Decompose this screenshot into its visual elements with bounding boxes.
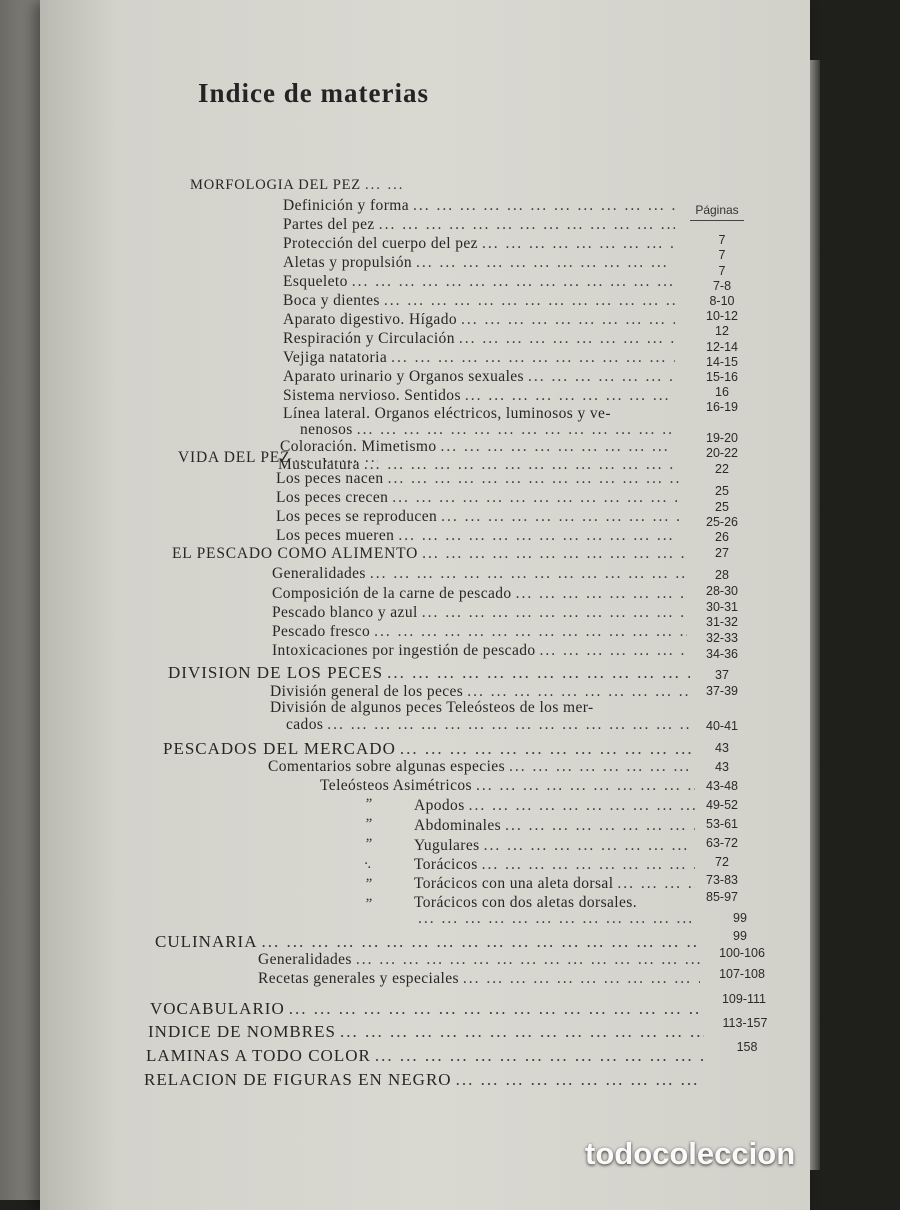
leader-dots (412, 254, 675, 272)
section-label: EL PESCADO COMO ALIMENTO (172, 545, 419, 562)
page-number: 20-22 (706, 446, 738, 460)
toc-item-label: Partes del pez (283, 216, 375, 233)
section-vocabulario (150, 999, 702, 1021)
page-number: 19-20 (706, 431, 738, 445)
leader-dots (465, 797, 695, 815)
page-number: 34-36 (706, 647, 738, 661)
section-relacion (144, 1070, 704, 1092)
toc-item-label: Pescado blanco y azul (272, 604, 418, 621)
toc-item-label: Abdominales (414, 817, 502, 834)
page-number: 43 (715, 741, 729, 755)
section-label: RELACION DE FIGURAS EN NEGRO (144, 1070, 452, 1089)
toc-item-label: Vejiga natatoria (283, 349, 388, 366)
page-number: 16-19 (706, 400, 738, 414)
leader-dots (348, 273, 675, 291)
toc-item-label: Sistema nervioso. Sentidos (283, 387, 461, 404)
ditto-mark: ·. (364, 856, 372, 872)
leader-dots (459, 970, 700, 988)
leader-dots (336, 1022, 704, 1042)
page-number: 113-157 (722, 1016, 768, 1030)
toc-item-label: Yugulares (414, 837, 480, 854)
leader-dots (285, 999, 702, 1019)
leader-dots (396, 739, 695, 759)
toc-item-label: cados (286, 716, 324, 733)
page-number: 37 (715, 668, 729, 682)
leader-dots (323, 716, 690, 734)
leader-dots (505, 758, 695, 776)
section-laminas (146, 1046, 706, 1068)
toc-item-label: Esqueleto (283, 273, 348, 290)
page-number: 72 (715, 855, 729, 869)
leader-dots (352, 951, 700, 969)
toc-item-label: Musculatura (278, 456, 360, 473)
page-number: 43-48 (706, 779, 738, 793)
page-number: 107-108 (719, 967, 765, 981)
toc-item-label: Comentarios sobre algunas especies (268, 758, 505, 775)
toc-item (320, 777, 695, 799)
page-number: 53-61 (706, 817, 738, 831)
page-number: 85-97 (706, 890, 738, 904)
leader-dots (258, 932, 701, 952)
leader-dots (501, 817, 695, 835)
leader-dots (383, 663, 690, 683)
toc-item-label: Respiración y Circulación (283, 330, 455, 347)
leader-dots (452, 1070, 704, 1090)
toc-item (414, 817, 695, 839)
page-number: 73-83 (706, 873, 738, 887)
toc-item-label: Protección del cuerpo del pez (283, 235, 478, 252)
toc-item-label: Torácicos (414, 856, 478, 873)
page-number: 12-14 (706, 340, 738, 354)
section-label: INDICE DE NOMBRES (148, 1022, 336, 1041)
page-number: 158 (736, 1040, 758, 1054)
leader-dots (290, 449, 378, 467)
page-number: 109-111 (721, 992, 767, 1006)
page-number: 26 (715, 530, 729, 544)
toc-item-label: Generalidades (272, 565, 366, 582)
page-number: 100-106 (719, 946, 765, 960)
section-alimento (172, 545, 687, 567)
section-label: DIVISION DE LOS PECES (168, 663, 384, 682)
toc-item-label: Los peces crecen (276, 489, 389, 506)
section-division (168, 663, 690, 685)
page-number: 8-10 (709, 294, 735, 308)
toc-item (272, 565, 687, 587)
toc-item-label: Definición y forma (283, 197, 409, 214)
leader-dots (361, 177, 410, 194)
page-title: Indice de materias (198, 78, 429, 108)
toc-item-label: Los peces se reproducen (276, 508, 438, 525)
page-number: 28 (715, 568, 729, 582)
toc-item-label: Apodos (414, 797, 465, 814)
page-number: 7 (718, 233, 726, 247)
section-vida (178, 449, 378, 471)
toc-item-label: Boca y dientes (283, 292, 380, 309)
leader-dots (370, 623, 687, 641)
leader-dots (478, 856, 695, 874)
leader-dots (387, 349, 675, 367)
leader-dots (480, 837, 695, 855)
page-number: 7-8 (712, 279, 732, 293)
ditto-mark: ” (364, 836, 373, 852)
page-number: 37-39 (706, 684, 738, 698)
leader-dots (409, 197, 675, 215)
page-number: 12 (715, 324, 729, 338)
toc-item-label: Torácicos con una aleta dorsal (414, 875, 614, 892)
leader-dots (380, 292, 675, 310)
page-number: 25 (715, 484, 729, 498)
page-number: 63-72 (706, 836, 738, 850)
page-number: 31-32 (706, 615, 738, 629)
section-label: VIDA DEL PEZ (178, 449, 291, 466)
leader-dots (353, 421, 675, 439)
page-number: 99 (733, 929, 747, 943)
toc-item (258, 970, 700, 992)
ditto-mark: ” (364, 816, 373, 832)
page-number: 14-15 (706, 355, 738, 369)
leader-dots (375, 216, 675, 234)
leader-dots (461, 387, 675, 405)
toc-item-label: Aparato urinario y Organos sexuales (283, 368, 524, 385)
page-number: 28-30 (706, 584, 738, 598)
toc-item-label: Coloración. Mimetismo (280, 438, 437, 455)
section-label: LAMINAS A TODO COLOR (146, 1046, 371, 1065)
toc-item-label: Intoxicaciones por ingestión de pescado (272, 642, 536, 659)
toc-item-label: Teleósteos Asimétricos (320, 777, 472, 794)
page-number: 22 (715, 462, 729, 476)
ditto-mark: ” (364, 796, 373, 812)
page-number: 30-31 (706, 600, 738, 614)
pages-column-header: Páginas (690, 203, 744, 221)
toc-item-label: Recetas generales y especiales (258, 970, 459, 987)
page-number: 25-26 (706, 515, 738, 529)
section-indice (148, 1022, 704, 1044)
toc-item (272, 642, 687, 664)
page-number: 32-33 (706, 631, 738, 645)
leader-dots (478, 235, 675, 253)
page-number: 27 (715, 546, 729, 560)
toc-item-label: Los peces nacen (276, 470, 384, 487)
leader-dots (384, 470, 680, 488)
page-number: 7 (718, 248, 726, 262)
leader-dots (418, 604, 687, 622)
toc-item-label: Composición de la carne de pescado (272, 585, 512, 602)
page-number: 7 (718, 264, 726, 278)
section-label: MORFOLOGIA DEL PEZ (190, 177, 361, 193)
ditto-mark: ” (364, 896, 373, 912)
leader-dots (455, 330, 675, 348)
section-label: CULINARIA (155, 932, 258, 951)
toc-item (286, 716, 690, 738)
leader-dots (472, 777, 695, 795)
section-morfologia (190, 177, 410, 199)
page-number: 15-16 (706, 370, 738, 384)
ditto-mark: ” (364, 876, 373, 892)
leader-dots (371, 1046, 706, 1066)
leader-dots (524, 368, 675, 386)
page-number: 43 (715, 760, 729, 774)
toc-item-label: Aletas y propulsión (283, 254, 413, 271)
leader-dots (536, 642, 687, 660)
toc-item (414, 797, 695, 819)
leader-dots (366, 565, 687, 583)
toc-item-label: Generalidades (258, 951, 352, 968)
toc-item-label: Línea lateral. Organos eléctricos, luminosos y ve- (283, 405, 611, 422)
watermark-logo: todocoleccion (585, 1136, 796, 1171)
leader-dots (512, 585, 687, 603)
toc-item-label: División de algunos peces Teleósteos de los mer- (270, 699, 594, 716)
page-number: 49-52 (706, 798, 738, 812)
toc-item-label: Aparato digestivo. Hígado (283, 311, 458, 328)
leader-dots (388, 489, 680, 507)
page-number: 25 (715, 500, 729, 514)
toc-item-label: nenosos (300, 421, 353, 438)
section-label: PESCADOS DEL MERCADO (163, 739, 396, 758)
toc-item-label: Los peces mueren (276, 527, 395, 544)
page-number: 40-41 (706, 719, 738, 733)
leader-dots (457, 311, 675, 329)
leader-dots (437, 438, 676, 456)
page-number: 99 (733, 911, 747, 925)
page-number: 10-12 (706, 309, 738, 323)
leader-dots (414, 910, 695, 928)
page-number: 16 (715, 385, 729, 399)
toc-item-label: División general de los peces (270, 683, 464, 700)
toc-item-label: Pescado fresco (272, 623, 371, 640)
toc-item-label: Torácicos con dos aletas dorsales. (414, 894, 637, 911)
section-label: VOCABULARIO (150, 999, 285, 1018)
leader-dots-row (414, 910, 695, 932)
leader-dots (394, 527, 680, 545)
leader-dots (437, 508, 680, 526)
leader-dots (418, 545, 687, 563)
